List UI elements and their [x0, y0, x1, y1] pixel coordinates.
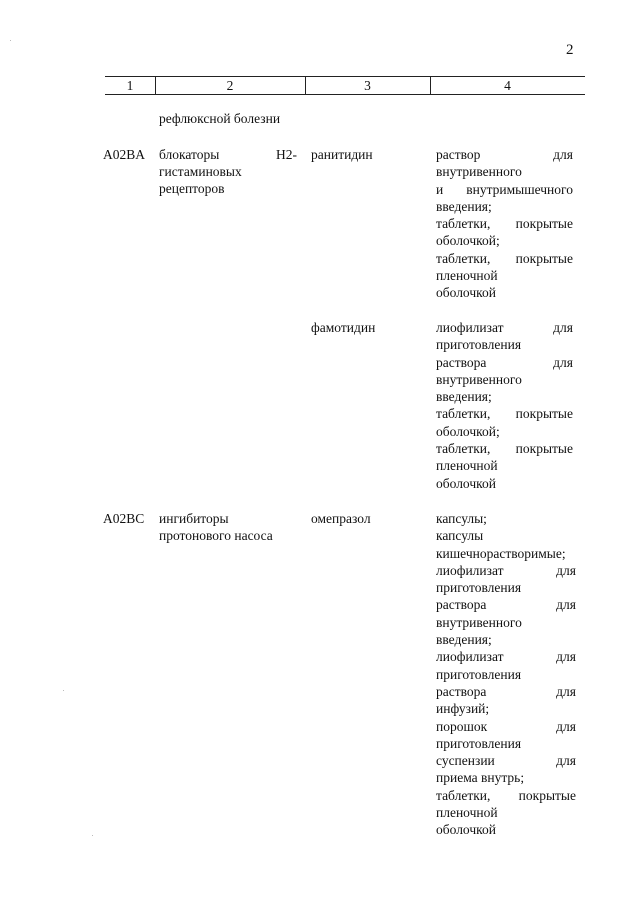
dosage-form-word: пленочной [436, 268, 498, 284]
dosage-form-line [436, 804, 576, 821]
dosage-form-line [436, 718, 576, 735]
dosage-form-word: введения; [436, 198, 492, 214]
dosage-form-line [436, 579, 576, 596]
dosage-form-word: и [436, 181, 444, 197]
dosage-form-word: кишечнорастворимые; [436, 545, 566, 561]
dosage-form-line [436, 371, 573, 388]
dosage-forms-famotidine [436, 319, 573, 492]
scan-artifact [92, 835, 93, 836]
dosage-form-line [436, 700, 576, 717]
dosage-form-word: капсулы [436, 528, 484, 544]
dosage-form-line [436, 683, 576, 700]
dosage-form-line [436, 510, 576, 527]
dosage-form-line [436, 319, 573, 336]
dosage-form-line [436, 545, 576, 562]
dosage-form-word: приготовления [436, 735, 522, 751]
table-header-row [105, 76, 585, 95]
dosage-form-line [436, 284, 573, 301]
dosage-form-word: таблетки, [436, 787, 491, 803]
group-code: A02BC [103, 511, 145, 526]
dosage-form-word: раствора [436, 683, 487, 699]
dosage-form-word: покрытые [515, 441, 573, 457]
drug-name: фамотидин [311, 320, 376, 335]
dosage-form-word: для [556, 597, 576, 613]
header-col-1: 1 [126, 78, 134, 93]
dosage-form-word: для [556, 683, 576, 699]
dosage-form-line [436, 354, 573, 371]
dosage-form-line [436, 457, 573, 474]
group-name-line: рецепторов [159, 181, 225, 196]
dosage-form-line [436, 666, 576, 683]
dosage-form-line [436, 614, 576, 631]
dosage-form-line [436, 527, 576, 544]
dosage-form-word: таблетки, [436, 406, 491, 422]
dosage-form-word: для [553, 354, 573, 370]
dosage-form-line [436, 562, 576, 579]
header-col-3: 3 [364, 78, 371, 93]
dosage-form-word: внутривенного [436, 614, 522, 630]
dosage-forms-ranitidine [436, 146, 573, 302]
dosage-form-line [436, 336, 573, 353]
dosage-form-line [436, 475, 573, 492]
group-name-line [159, 146, 297, 163]
dosage-form-word: оболочкой [436, 475, 496, 491]
dosage-form-line [436, 787, 576, 804]
dosage-form-line [436, 163, 573, 180]
dosage-form-line [436, 388, 573, 405]
dosage-form-line [436, 215, 573, 232]
dosage-form-word: оболочкой; [436, 233, 500, 249]
dosage-form-word: капсулы; [436, 511, 487, 526]
dosage-form-word: лиофилизат [436, 649, 504, 665]
dosage-form-word: для [556, 562, 576, 578]
dosage-form-line [436, 752, 576, 769]
dosage-form-word: приема внутрь; [436, 770, 525, 786]
dosage-form-line [436, 250, 573, 267]
dosage-form-word: суспензии [436, 753, 495, 769]
dosage-form-word: приготовления [436, 337, 522, 353]
dosage-form-word: для [556, 718, 576, 734]
dosage-form-line [436, 267, 573, 284]
dosage-form-word: раствора [436, 597, 487, 613]
dosage-form-line [436, 423, 573, 440]
dosage-form-word: покрытые [515, 250, 573, 266]
dosage-form-line [436, 631, 576, 648]
dosage-form-line [436, 648, 576, 665]
dosage-form-word: оболочкой; [436, 423, 500, 439]
group-name-line: ингибиторы [159, 511, 229, 526]
dosage-form-word: покрытые [515, 216, 573, 232]
dosage-form-word: порошок [436, 718, 488, 734]
dosage-form-line [436, 596, 576, 613]
dosage-form-line [436, 735, 576, 752]
group-code: A02BA [103, 147, 146, 162]
dosage-form-word: приготовления [436, 580, 522, 596]
dosage-form-word: оболочкой [436, 285, 496, 301]
dosage-form-word: пленочной [436, 805, 498, 821]
scan-artifact [63, 690, 64, 691]
dosage-form-word: для [553, 147, 573, 162]
dosage-form-word: введения; [436, 389, 492, 405]
dosage-form-word: лиофилизат [436, 562, 504, 578]
dosage-form-word: оболочкой [436, 822, 496, 838]
dosage-form-word: раствор [436, 147, 481, 162]
drug-name: ранитидин [311, 147, 373, 162]
dosage-form-line [436, 769, 576, 786]
group-name-word: блокаторы [159, 147, 220, 162]
dosage-form-word: введения; [436, 632, 492, 648]
dosage-form-line [436, 181, 573, 198]
dosage-form-word: таблетки, [436, 216, 491, 232]
dosage-form-line [436, 146, 573, 163]
dosage-form-word: раствора [436, 354, 487, 370]
dosage-form-word: таблетки, [436, 250, 491, 266]
group-name-word: H2- [276, 147, 297, 162]
dosage-form-line [436, 821, 576, 838]
dosage-form-word: внутривенного [436, 164, 522, 180]
dosage-form-word: для [556, 753, 576, 769]
dosage-form-line [436, 198, 573, 215]
header-col-2: 2 [226, 78, 234, 93]
dosage-form-word: для [553, 320, 573, 335]
continuation-text: рефлюксной болезни [159, 111, 281, 126]
dosage-form-word: таблетки, [436, 441, 491, 457]
header-col-4: 4 [504, 78, 511, 93]
drug-name: омепразол [311, 511, 371, 526]
dosage-form-line [436, 232, 573, 249]
dosage-form-word: пленочной [436, 458, 498, 474]
dosage-form-line [436, 405, 573, 422]
group-name-line: гистаминовых [159, 164, 242, 179]
dosage-form-word: приготовления [436, 666, 522, 682]
page-number: 2 [566, 42, 574, 58]
dosage-form-word: лиофилизат [436, 320, 504, 335]
dosage-form-word: инфузий; [436, 701, 490, 717]
dosage-form-word: внутримышечного [466, 181, 573, 197]
dosage-form-word: внутривенного [436, 371, 522, 387]
dosage-form-word: для [556, 649, 576, 665]
dosage-form-line [436, 440, 573, 457]
dosage-forms-omeprazole [436, 510, 576, 839]
group-name-line: протонового насоса [159, 528, 273, 543]
scan-artifact [10, 40, 11, 41]
dosage-form-word: покрытые [518, 787, 576, 803]
dosage-form-word: покрытые [515, 406, 573, 422]
